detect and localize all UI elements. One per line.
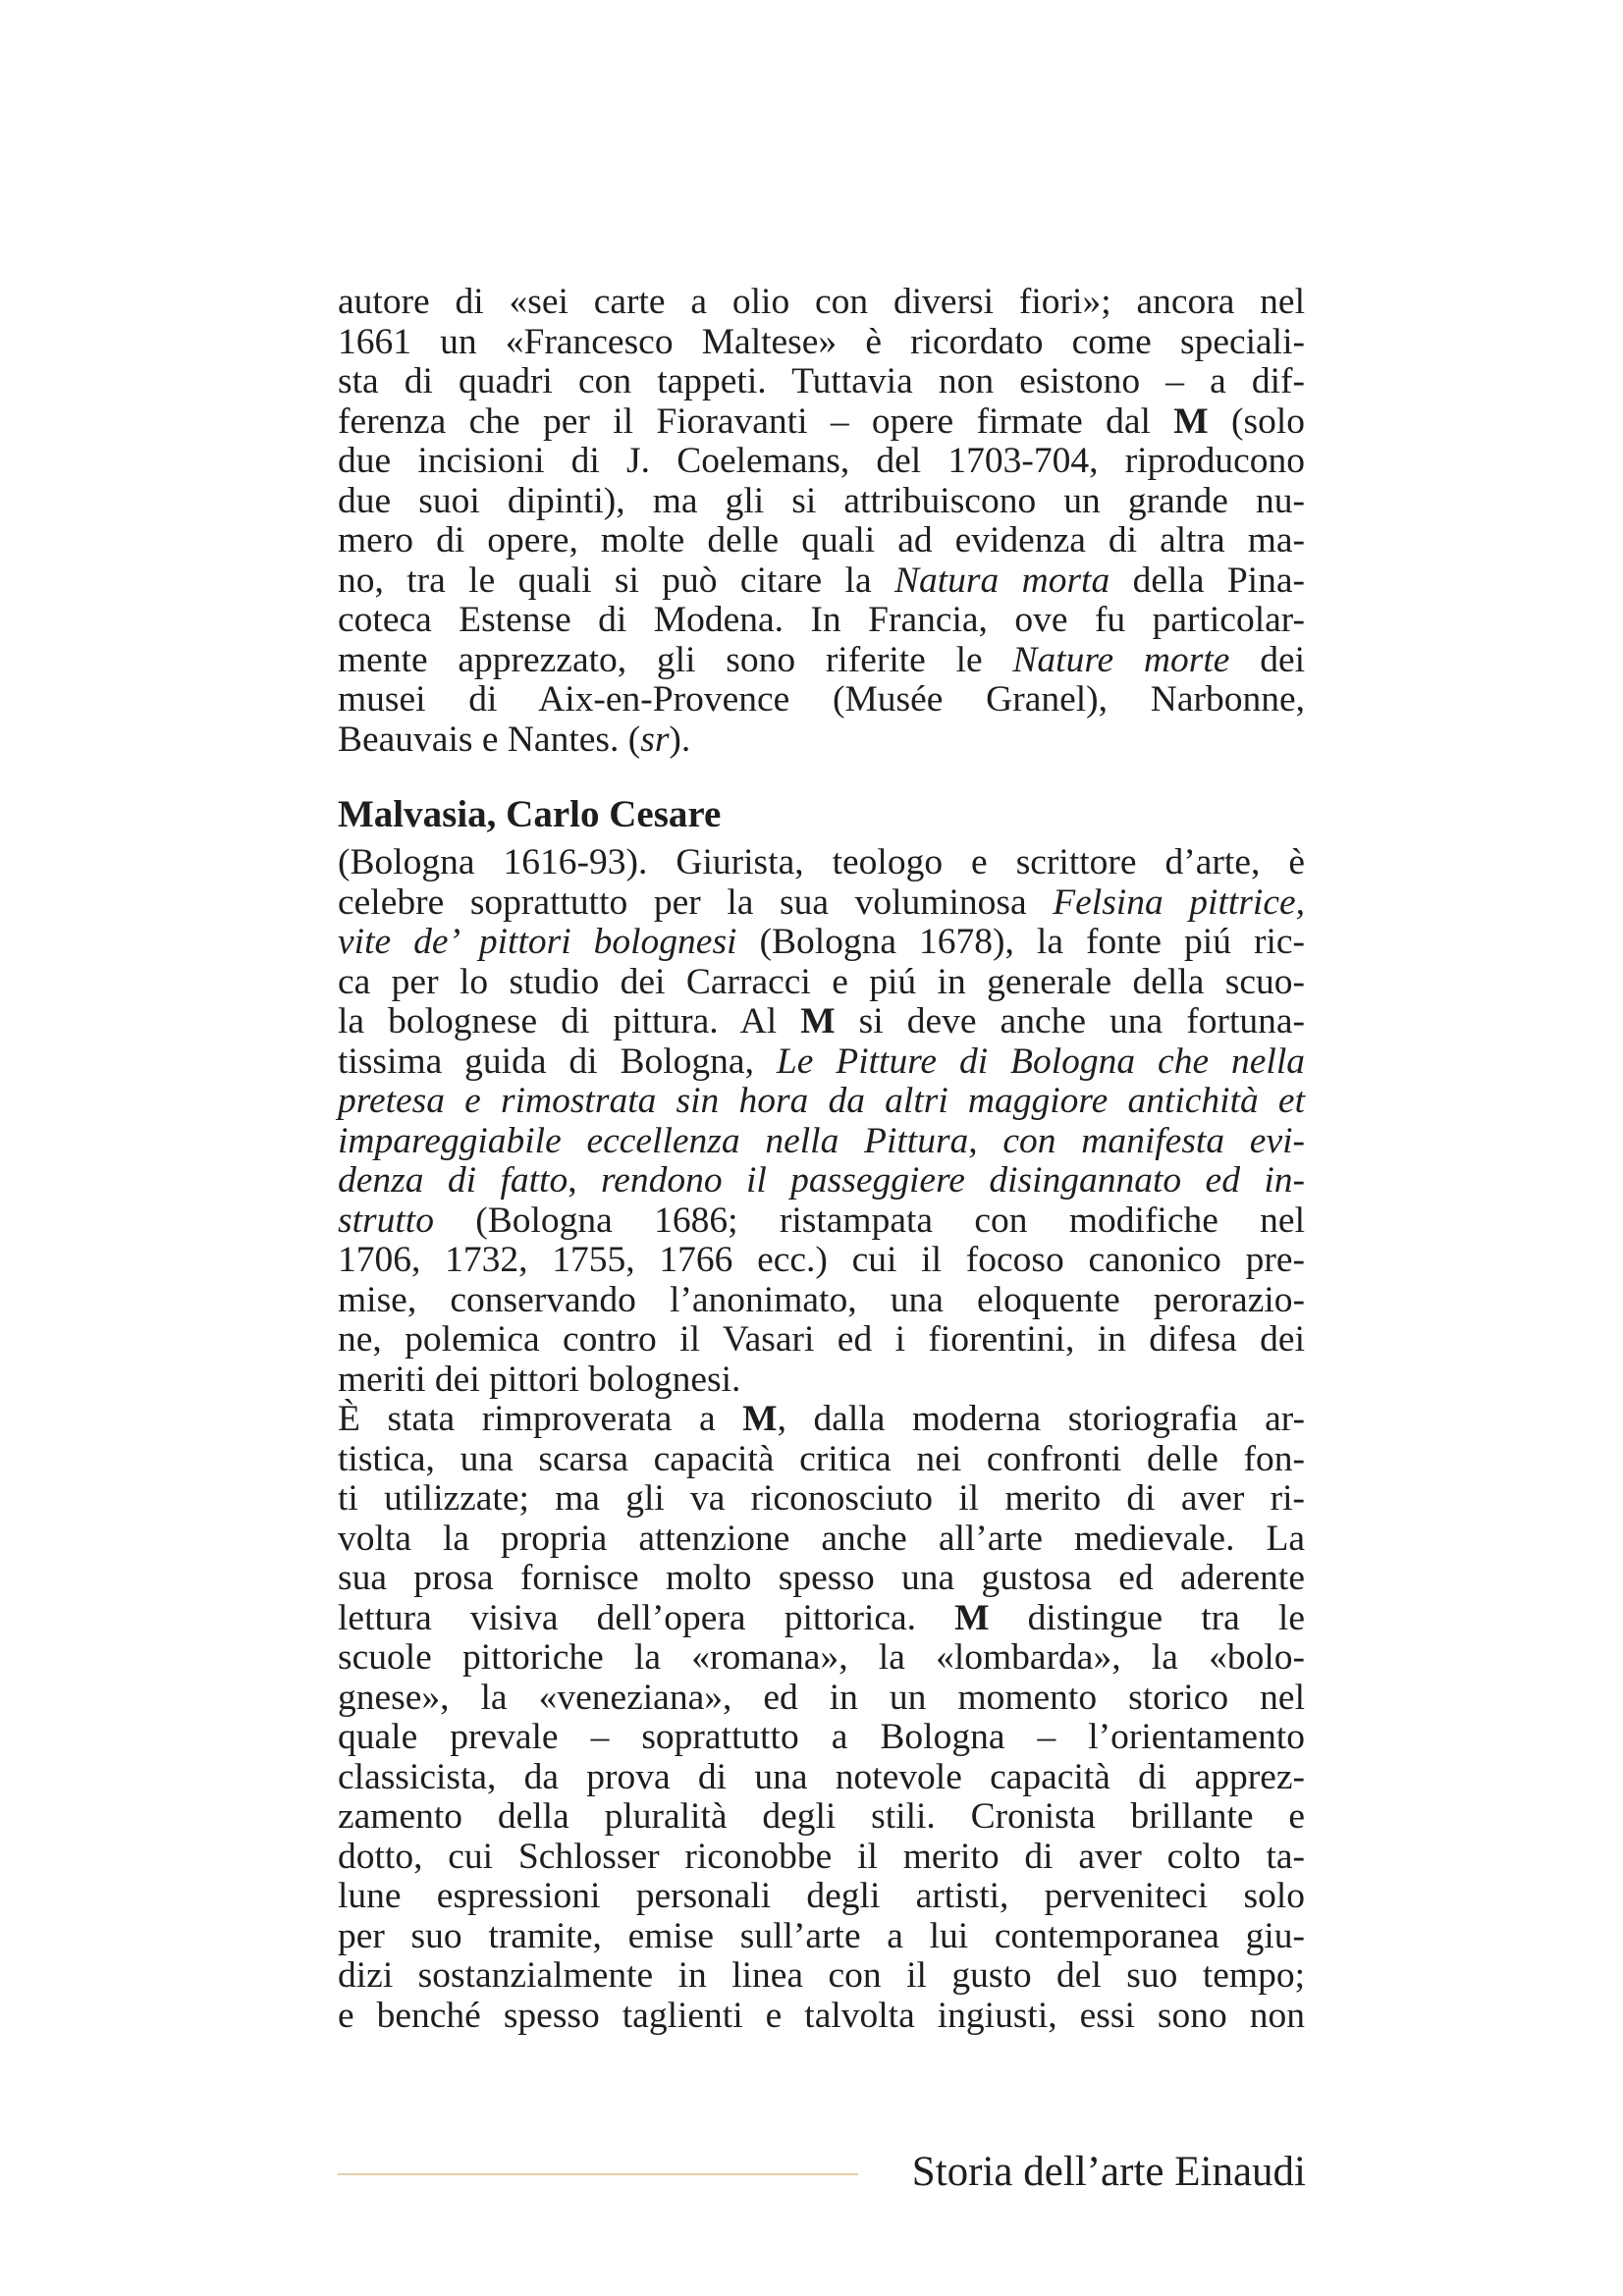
text-line	[338, 323, 1305, 363]
italic-title: vite de’ pittori bolognesi	[338, 922, 737, 962]
text-line	[338, 402, 1305, 443]
text-line	[338, 1082, 1305, 1122]
text-run: ).	[669, 719, 691, 760]
italic-title: Natura morta	[893, 560, 1110, 601]
text-line	[338, 1440, 1305, 1480]
text-line	[338, 1718, 1305, 1758]
text-line	[338, 1838, 1305, 1878]
text-line	[338, 963, 1305, 1003]
text-run: coteca Estense di Modena. In Francia, ove fu particolar-	[338, 600, 1305, 640]
text-run: ca per lo studio dei Carracci e piú in generale della scuo-	[338, 961, 1305, 1002]
italic-title: rendono il passeggiere disingannato ed in-	[600, 1160, 1305, 1201]
text-run: zamento della pluralità degli stili. Cronista brillante e	[338, 1796, 1305, 1837]
text-line	[338, 843, 1305, 883]
text-line	[338, 1361, 1305, 1401]
italic-title: Nature morte	[1012, 639, 1230, 680]
text-run: lune espressioni personali degli artisti, perveniteci solo	[338, 1876, 1305, 1916]
text-line	[338, 1638, 1305, 1679]
text-run: ,	[968, 1120, 1003, 1161]
text-line	[338, 1997, 1305, 2037]
text-line	[338, 1042, 1305, 1083]
text-run: ferenza che per il Fioravanti – opere firmate dal	[338, 400, 1174, 442]
paragraph-malvasia-entry	[338, 843, 1305, 2036]
text-run: ne, polemica contro il Vasari ed i fiorentini, in difesa dei	[338, 1319, 1305, 1360]
text-run: celebre soprattutto per la sua voluminosa	[338, 881, 1054, 923]
text-run: (Bologna 1616-93). Giurista, teologo e scrittore d’arte, è	[338, 842, 1305, 882]
text-line	[338, 1201, 1305, 1242]
text-line	[338, 283, 1305, 323]
footer-rule	[338, 2173, 858, 2175]
italic-title: sr	[640, 719, 670, 760]
italic-title: Felsina pittrice,	[1053, 881, 1305, 923]
text-line	[338, 1320, 1305, 1361]
text-run: 1706, 1732, 1755, 1766 ecc.) cui il focoso canonico pre-	[338, 1240, 1305, 1280]
text-line	[338, 883, 1305, 924]
text-run: per suo tramite, emise sull’arte a lui contemporanea giu-	[338, 1915, 1305, 1956]
text-run: gnese», la «veneziana», ed in un momento storico nel	[338, 1677, 1305, 1718]
text-line	[338, 1520, 1305, 1560]
text-run: la bolognese di pittura. Al	[338, 1001, 801, 1041]
text-run: 1661 un «Francesco Maltese» è ricordato come speciali-	[338, 321, 1305, 362]
paragraph-previous-entry-continuation	[338, 283, 1305, 760]
text-run: mente apprezzato, gli sono riferite le	[338, 639, 1013, 680]
text-run: scuole pittoriche la «romana», la «lombarda», la «bolo-	[338, 1637, 1305, 1678]
bold-abbrev: M	[742, 1399, 778, 1439]
text-run: (Bologna 1686; ristampata con modifiche nel	[433, 1200, 1305, 1241]
italic-title: denza di fatto	[338, 1160, 568, 1201]
text-run: sua prosa fornisce molto spesso una gustosa ed aderente	[338, 1558, 1305, 1598]
footer-publisher-title: Storia dell’arte Einaudi	[911, 2149, 1306, 2195]
bold-abbrev: M	[954, 1597, 990, 1638]
text-run: ti utilizzate; ma gli va riconosciuto il merito di aver ri-	[338, 1478, 1305, 1519]
text-run: quale prevale – soprattutto a Bologna – l’orientamento	[338, 1717, 1305, 1757]
text-run: volta la propria attenzione anche all’arte medievale. La	[338, 1518, 1305, 1559]
text-line	[338, 1917, 1305, 1957]
text-run: lettura visiva dell’opera pittorica.	[338, 1597, 955, 1638]
text-run: tissima guida di Bologna,	[338, 1041, 777, 1082]
text-line	[338, 641, 1305, 681]
text-run: dei	[1229, 639, 1306, 680]
text-line	[338, 1002, 1305, 1042]
italic-title: pretesa e rimostrata sin hora da altri maggiore antichità et	[338, 1081, 1305, 1121]
text-run: della Pina-	[1109, 560, 1305, 601]
text-run: si deve anche una fortuna-	[835, 1001, 1305, 1041]
italic-title: con manifesta evi-	[1002, 1120, 1305, 1161]
text-line	[338, 601, 1305, 641]
bold-abbrev: M	[800, 1001, 836, 1041]
text-run: (solo	[1208, 400, 1305, 442]
text-run: dizi sostanzialmente in linea con il gusto del suo tempo;	[338, 1955, 1305, 1996]
text-line	[338, 1122, 1305, 1162]
text-run: due incisioni di J. Coelemans, del 1703-704, riproducono	[338, 441, 1305, 481]
text-run: autore di «sei carte a olio con diversi fiori»; ancora nel	[338, 282, 1305, 322]
italic-title: strutto	[338, 1200, 434, 1241]
text-line	[338, 482, 1305, 522]
text-line	[338, 721, 1305, 761]
text-line	[338, 1559, 1305, 1599]
text-run: distingue tra le	[989, 1597, 1305, 1638]
text-line	[338, 1400, 1305, 1440]
text-line	[338, 561, 1305, 602]
text-run: sta di quadri con tappeti. Tuttavia non esistono – a dif-	[338, 361, 1305, 401]
text-line	[338, 521, 1305, 561]
text-run: mise, conservando l’anonimato, una eloquente perorazio-	[338, 1279, 1305, 1320]
text-run: meriti dei pittori bolognesi.	[338, 1359, 741, 1400]
text-run: (Bologna 1678), la fonte piú ric-	[736, 922, 1305, 962]
italic-title: impareggiabile eccellenza nella Pittura	[338, 1120, 969, 1161]
text-run: e benché spesso taglienti e talvolta ingiusti, essi sono non	[338, 1995, 1305, 2036]
italic-title: Le Pitture di Bologna che nella	[776, 1041, 1305, 1082]
text-line	[338, 1956, 1305, 1997]
text-line	[338, 1758, 1305, 1798]
text-line	[338, 442, 1305, 482]
text-run: ,	[568, 1160, 601, 1201]
text-line	[338, 1877, 1305, 1917]
text-run: due suoi dipinti), ma gli si attribuiscono un grande nu-	[338, 480, 1305, 521]
text-line	[338, 1797, 1305, 1838]
text-run: mero di opere, molte delle quali ad evidenza di altra ma-	[338, 520, 1305, 561]
text-line	[338, 1161, 1305, 1201]
text-line	[338, 1679, 1305, 1719]
entry-heading-malvasia: Malvasia, Carlo Cesare	[338, 793, 722, 835]
text-line	[338, 680, 1305, 721]
text-line	[338, 1281, 1305, 1321]
text-run: classicista, da prova di una notevole capacità di apprez-	[338, 1756, 1305, 1797]
text-run: È stata rimproverata a	[338, 1399, 743, 1439]
text-line	[338, 1241, 1305, 1281]
text-line	[338, 1479, 1305, 1520]
text-run: no, tra le quali si può citare la	[338, 560, 894, 601]
text-run: , dalla moderna storiografia ar-	[777, 1399, 1305, 1439]
text-line	[338, 362, 1305, 402]
text-run: musei di Aix-en-Provence (Musée Granel), Narbonne,	[338, 679, 1305, 720]
text-run: Beauvais e Nantes. (	[338, 719, 641, 760]
bold-abbrev: M	[1173, 400, 1209, 442]
text-run: dotto, cui Schlosser riconobbe il merito di aver colto ta-	[338, 1836, 1305, 1877]
text-line	[338, 1599, 1305, 1639]
text-line	[338, 923, 1305, 963]
text-run: tistica, una scarsa capacità critica nei confronti delle fon-	[338, 1438, 1305, 1479]
